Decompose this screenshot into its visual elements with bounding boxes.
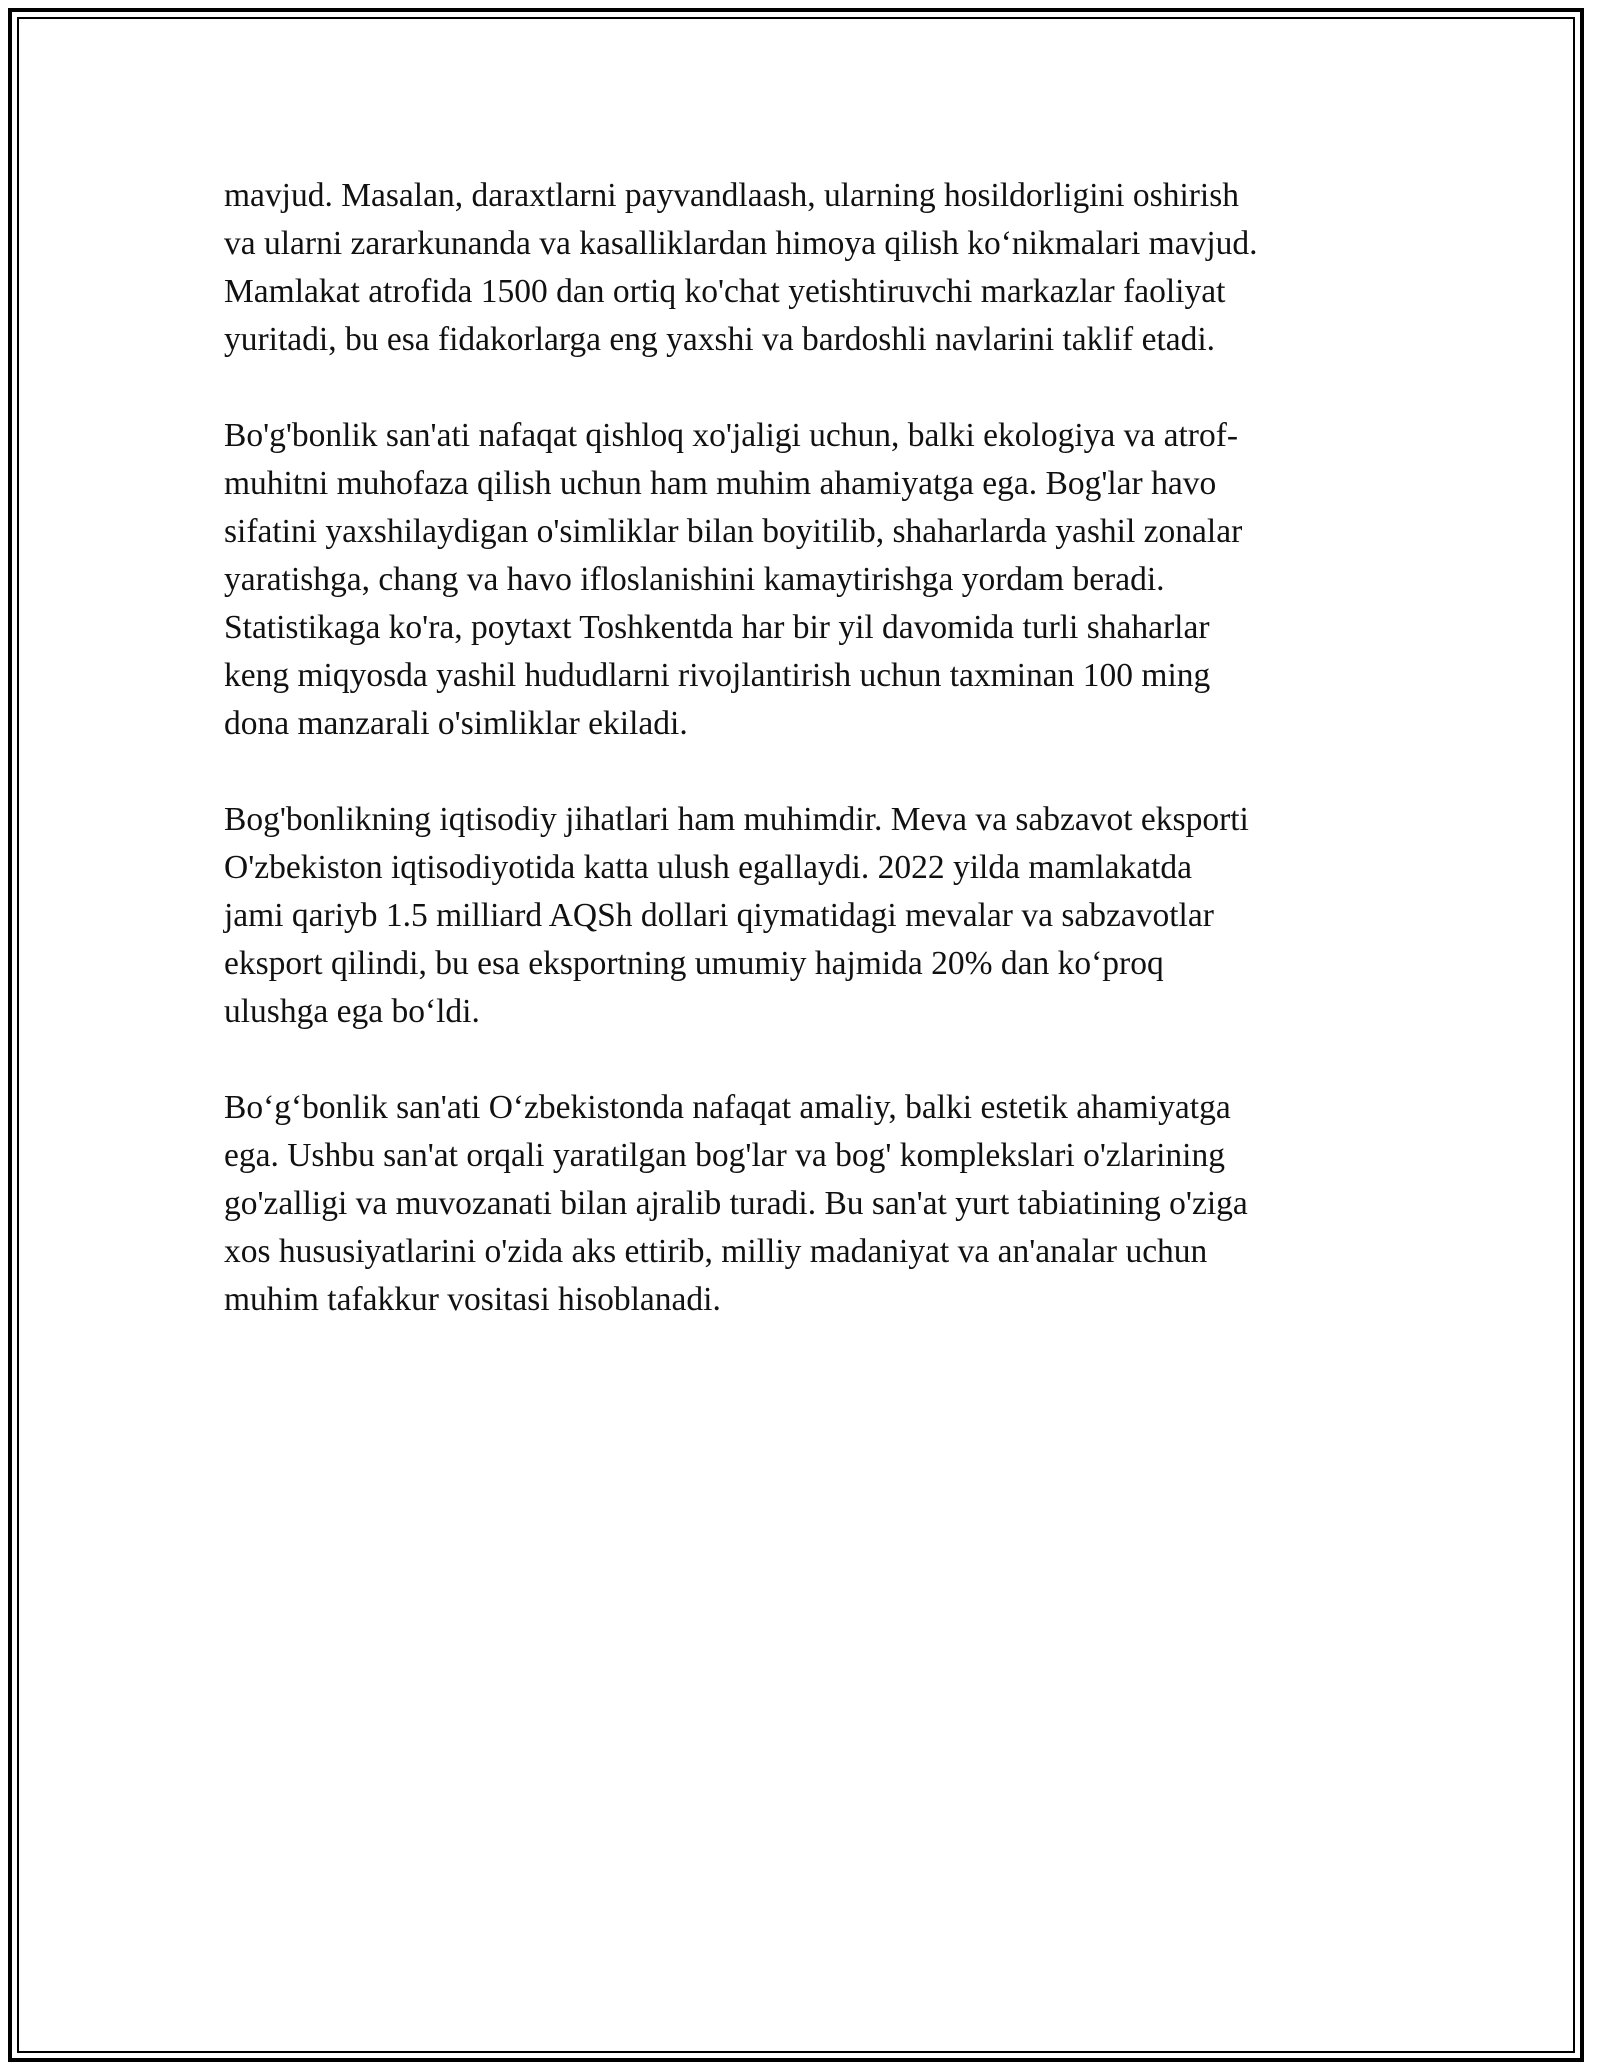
paragraph-3: Bog'bonlikning iqtisodiy jihatlari ham muhimdir. Meva va sabzavot eksporti O'zbekiston iqtisodiyotida katta ulush egallaydi. 2022 yilda mamlakatda jami qariyb 1.5 milliard AQSh dollari qiymatidagi mevalar va sabzavotlar eksport qilindi, bu esa eksportning umumiy hajmida 20% dan ko‘proq ulushga ega bo‘ldi. (224, 801, 1249, 1030)
paragraph-2: Bo'g'bonlik san'ati nafaqat qishloq xo'jaligi uchun, balki ekologiya va atrof- muhitni muhofaza qilish uchun ham muhim ahamiyatga ega. Bog'lar havo sifatini yaxshilaydigan o'simliklar bilan boyitilib, shaharlarda yashil zonalar yaratishga, chang va havo ifloslanishini kamaytirishga yordam beradi. Statistikaga ko'ra, poytaxt Toshkentda har bir yil davomida turli shaharlar keng miqyosda yashil hududlarni rivojlantirish uchun taxminan 100 ming dona manzarali o'simliklar ekiladi. (224, 417, 1243, 742)
document-body (224, 172, 1374, 1372)
paragraph-4: Bo‘g‘bonlik san'ati O‘zbekistonda nafaqat amaliy, balki estetik ahamiyatga ega. Ushbu san'at orqali yaratilgan bog'lar va bog' komplekslari o'zlarining go'zalligi va muvozanati bilan ajralib turadi. Bu san'at yurt tabiatining o'ziga xos hususiyatlarini o'zida aks ettirib, milliy madaniyat va an'analar uchun muhim tafakkur vositasi hisoblanadi. (224, 1089, 1248, 1318)
paragraph-1: mavjud. Masalan, daraxtlarni payvandlaash, ularning hosildorligini oshirish va ularni zararkunanda va kasalliklardan himoya qilish ko‘nikmalari mavjud. Mamlakat atrofida 1500 dan ortiq ko'chat yetishtiruvchi markazlar faoliyat yuritadi, bu esa fidakorlarga eng yaxshi va bardoshli navlarini taklif etadi. (224, 177, 1258, 358)
